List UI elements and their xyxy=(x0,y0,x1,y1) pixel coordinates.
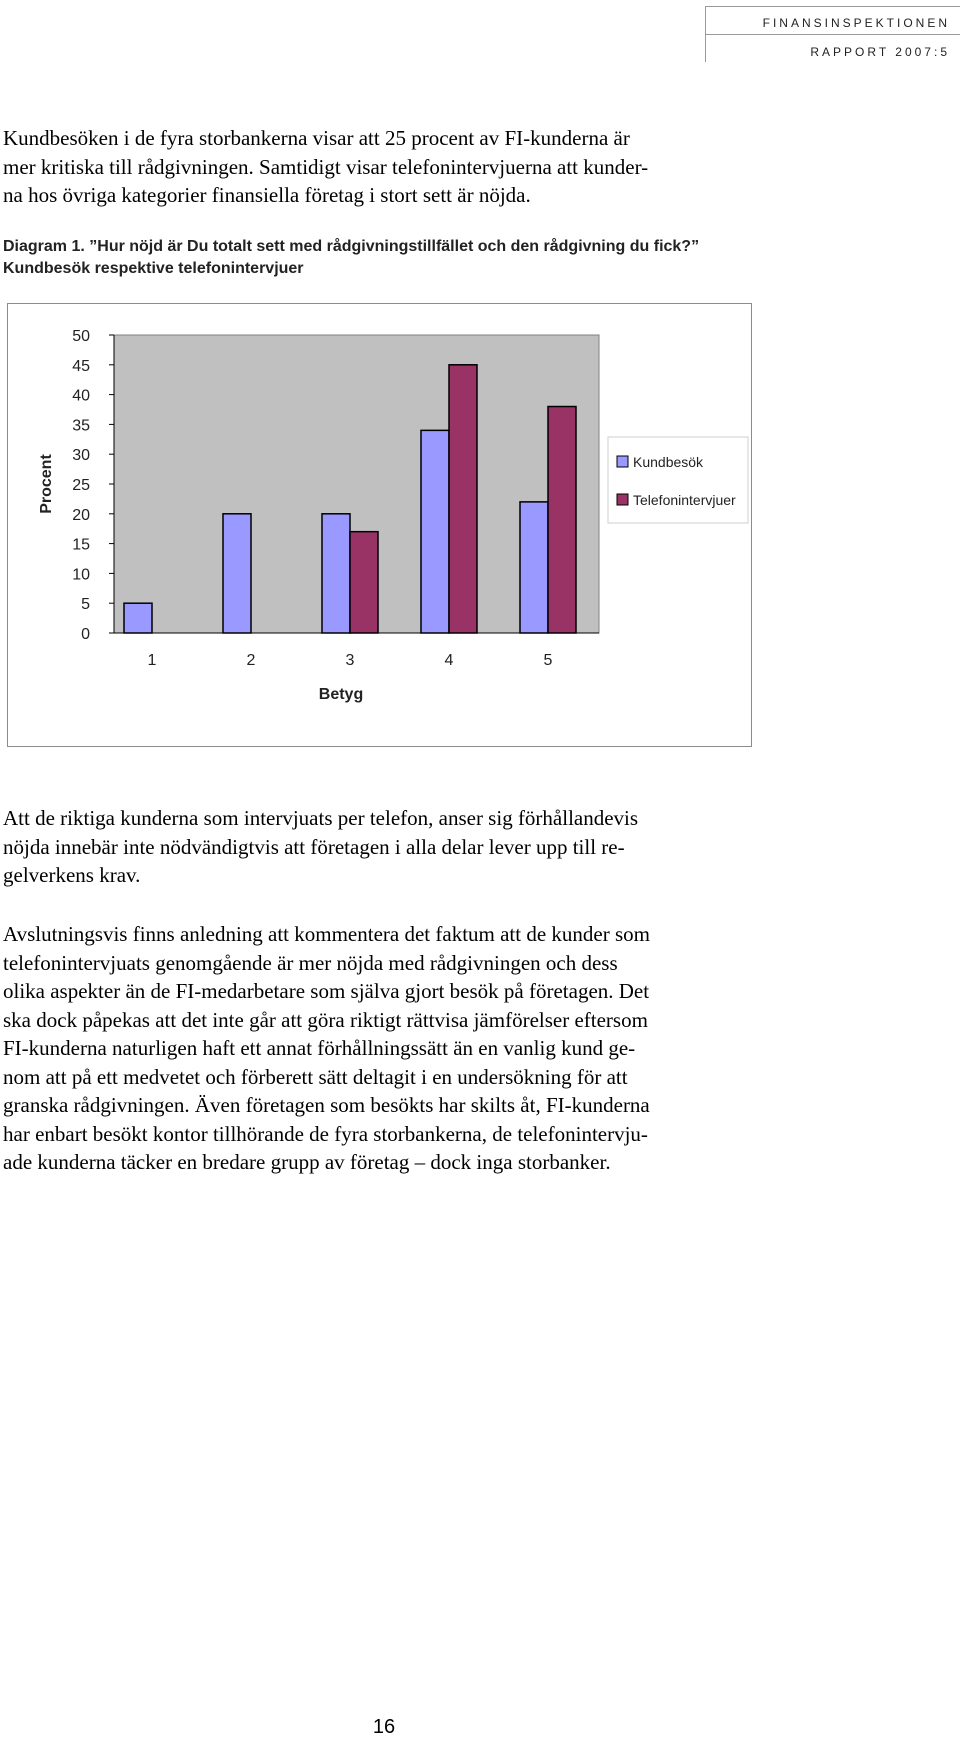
bar-kundbesok xyxy=(421,430,449,633)
text-line: ska dock påpekas att det inte går att göra riktigt rättvisa jämförelser eftersom xyxy=(3,1007,648,1032)
y-axis-title: Procent xyxy=(38,454,55,514)
x-tick-label: 4 xyxy=(444,652,454,669)
x-tick-label: 5 xyxy=(543,652,553,669)
y-tick-label: 0 xyxy=(81,626,90,643)
y-tick-label: 35 xyxy=(72,417,90,435)
intro-paragraph xyxy=(3,124,763,210)
x-axis-title: Betyg xyxy=(318,686,364,703)
text-line: granska rådgivningen. Även företagen som besökts har skilts åt, FI-kunderna xyxy=(3,1093,650,1117)
figure-subcaption: Kundbesök respektive telefonintervjuer xyxy=(3,260,304,277)
y-tick-label: 5 xyxy=(81,596,90,614)
figure-caption: Diagram 1. ”Hur nöjd är Du totalt sett med rådgivningstillfället och den rådgivning du fick?” xyxy=(3,238,700,255)
report-header-box xyxy=(705,6,960,62)
y-tick-label: 40 xyxy=(72,387,90,405)
y-tick-label: 50 xyxy=(72,328,90,345)
y-tick-label: 30 xyxy=(72,447,90,465)
text-line: Att de riktiga kunderna som intervjuats per telefon, anser sig förhållandevis xyxy=(3,806,639,830)
header-divider xyxy=(706,34,960,35)
chart-frame xyxy=(7,303,752,747)
header-organization: FINANSINSPEKTIONEN xyxy=(762,16,950,30)
text-line: nöjda innebär inte nödvändigtvis att företagen i alla delar lever upp till re- xyxy=(3,834,625,859)
text-line: har enbart besökt kontor tillhörande de fyra storbankerna, de telefonintervju- xyxy=(3,1121,648,1146)
text-line: mer kritiska till rådgivningen. Samtidigt visar telefonintervjuerna att kunder- xyxy=(3,154,649,179)
y-tick-label: 25 xyxy=(72,477,90,494)
text-line: Avslutningsvis finns anledning att kommentera det faktum att de kunder som xyxy=(3,922,650,946)
text-line: na hos övriga kategorier finansiella företag i stort sett är nöjda. xyxy=(3,183,531,207)
text-line: Kundbesöken i de fyra storbankerna visar att 25 procent av FI-kunderna är xyxy=(3,126,630,150)
legend-box xyxy=(608,437,748,523)
bar-chart xyxy=(8,304,753,748)
text-line: FI-kunderna naturligen haft ett annat förhållningssätt än en vanlig kund ge- xyxy=(3,1036,636,1060)
bar-kundbesok xyxy=(322,514,350,633)
body-paragraph xyxy=(3,804,763,890)
bar-kundbesok xyxy=(520,502,548,633)
text-line: olika aspekter än de FI-medarbetare som själva gjort besök på företagen. Det xyxy=(3,979,650,1003)
y-tick-label: 15 xyxy=(72,536,90,554)
bar-telefonintervjuer xyxy=(350,532,378,633)
bar-telefonintervjuer xyxy=(449,365,477,633)
bar-kundbesok xyxy=(124,603,152,633)
legend-label: Telefonintervjuer xyxy=(633,492,736,508)
x-tick-label: 1 xyxy=(147,652,157,669)
text-line: nom att på ett medvetet och förberett sätt deltagit i en undersökning för att xyxy=(3,1064,628,1089)
text-line: gelverkens krav. xyxy=(3,863,141,887)
x-tick-label: 2 xyxy=(246,652,256,669)
bar-telefonintervjuer xyxy=(548,407,576,633)
x-tick-label: 3 xyxy=(345,652,355,669)
y-tick-label: 45 xyxy=(72,357,90,375)
legend-label: Kundbesök xyxy=(633,454,704,470)
concluding-paragraph xyxy=(3,920,763,1177)
text-line: telefonintervjuats genomgående är mer nöjda med rådgivningen och dess xyxy=(3,950,618,975)
y-tick-label: 20 xyxy=(72,506,90,524)
page-number: 16 xyxy=(372,1716,396,1738)
text-line: ade kunderna täcker en bredare grupp av företag – dock inga storbanker. xyxy=(3,1150,611,1174)
bar-kundbesok xyxy=(223,514,251,633)
header-report-id: RAPPORT 2007:5 xyxy=(810,45,950,59)
legend-swatch xyxy=(617,494,628,505)
legend-swatch xyxy=(617,456,628,467)
y-tick-label: 10 xyxy=(72,566,90,584)
